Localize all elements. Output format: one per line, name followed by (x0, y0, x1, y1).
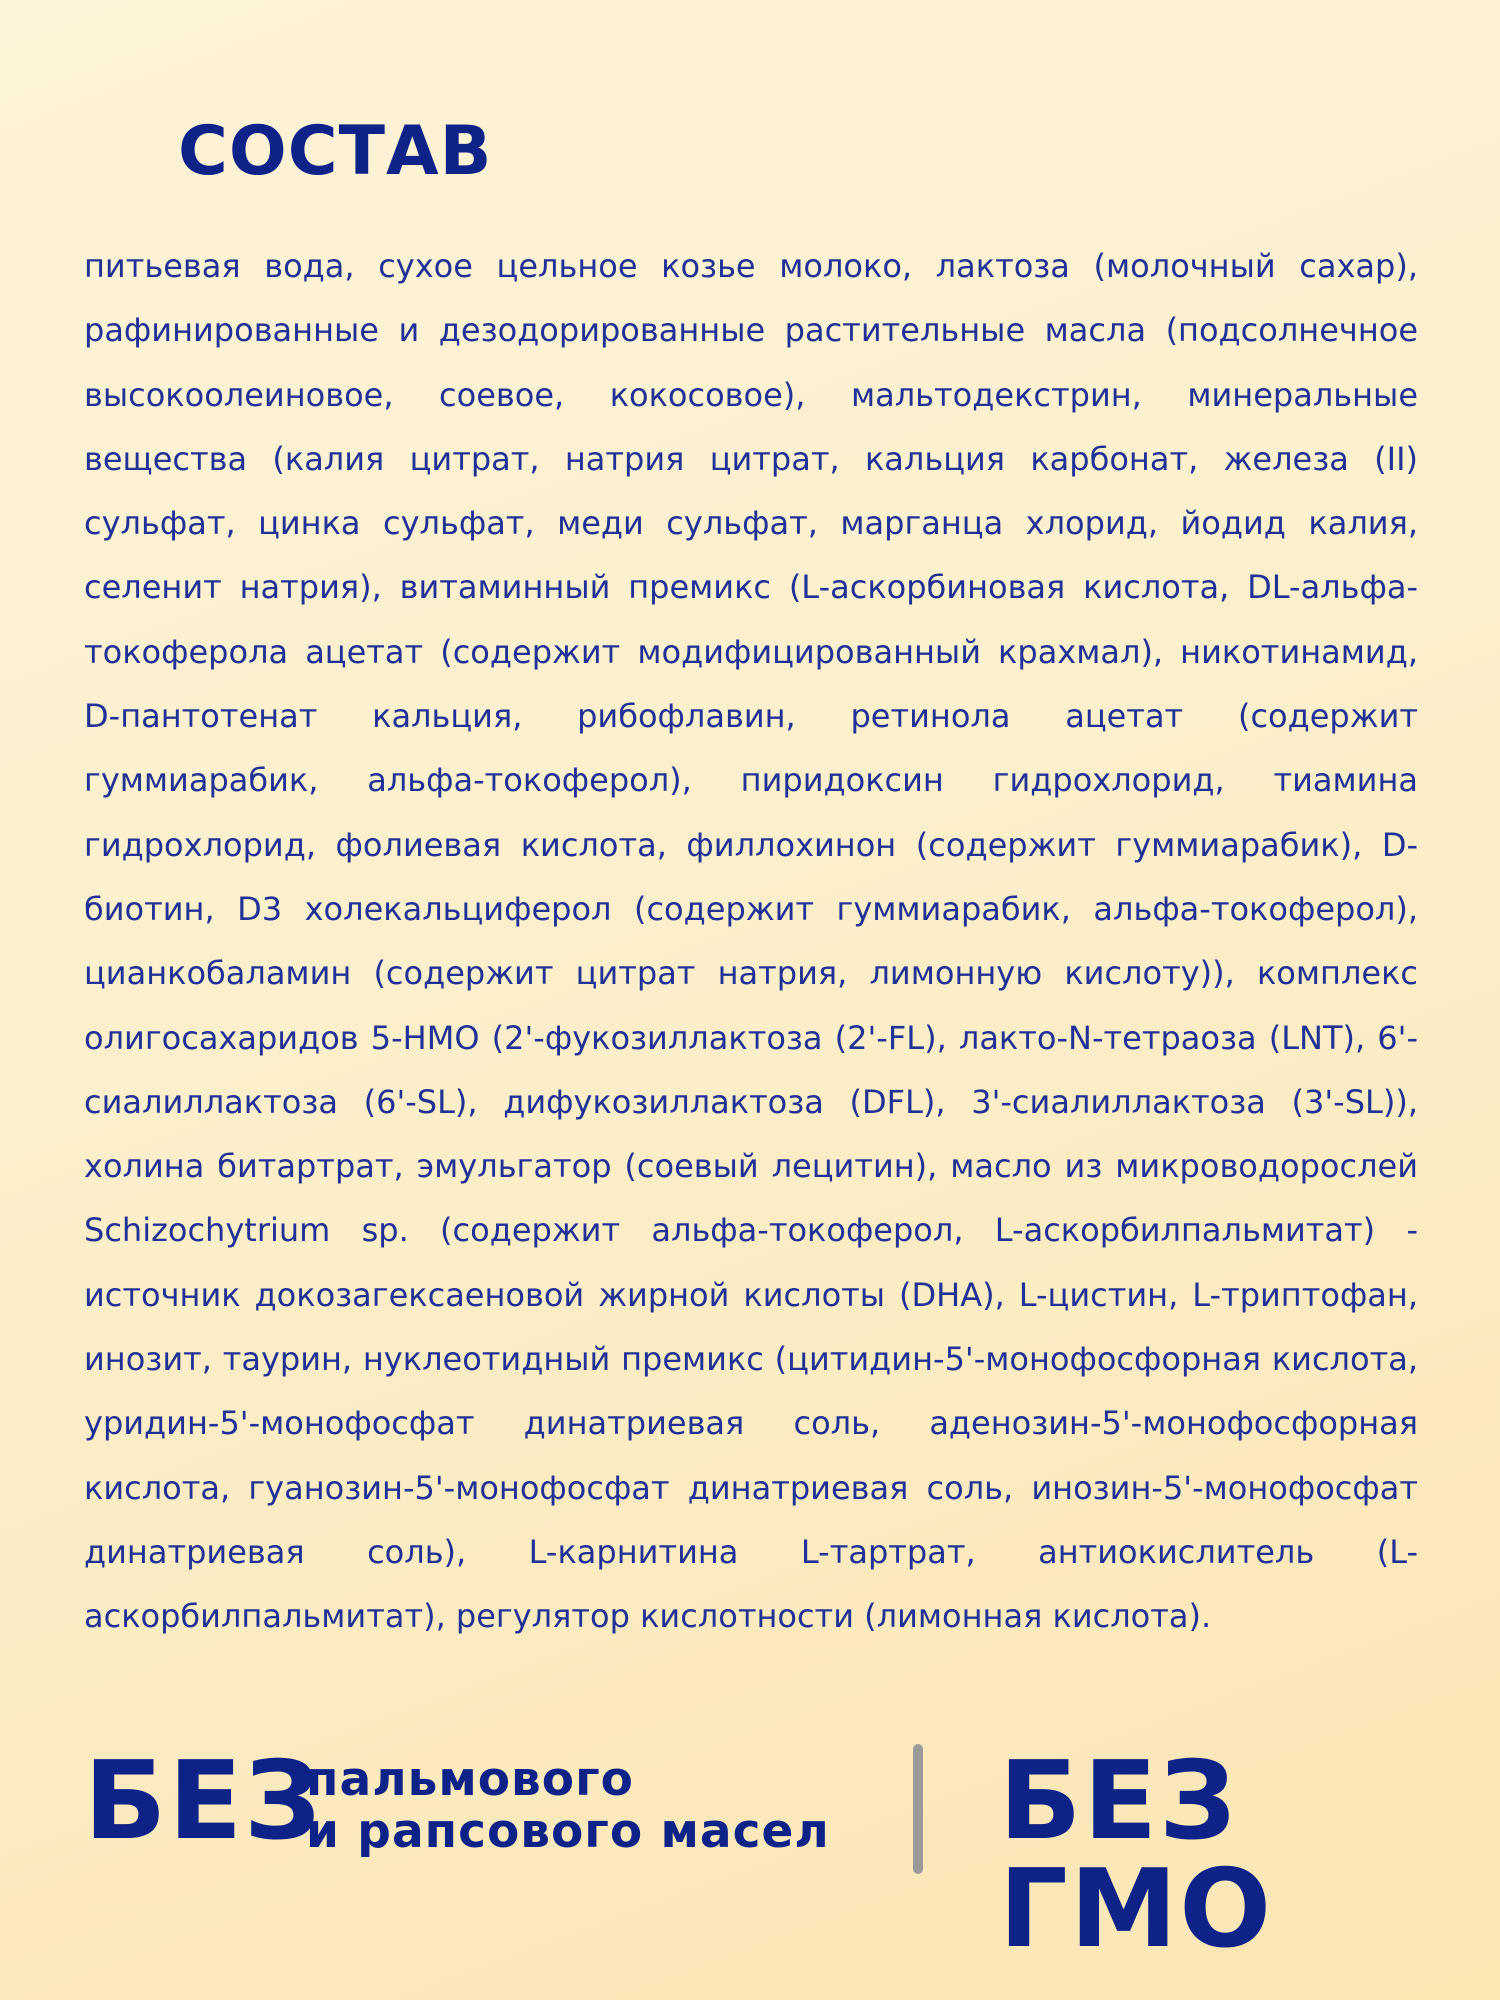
no-oils-claim-text (306, 1754, 830, 1858)
no-oils-claim-line2: и рапсового масел (306, 1804, 830, 1859)
composition-text: питьевая вода, сухое цельное козье молоко, лактоза (молочный сахар), рафинированные и дезодорированные растительные масла (подсолнечное высокоолеиновое, соевое, кокосовое), мальтодекстрин, минеральные вещества (калия цитрат, натрия цитрат, кальция карбонат, железа (II) сульфат, цинка сульфат, меди сульфат, марганца хлорид, йодид калия, селенит натрия), витаминный премикс (L-аскорбиновая кислота, DL-альфа-токоферола ацетат (содержит модифицированный крахмал), никотинамид, D-пантотенат кальция, рибофлавин, ретинола ацетат (содержит гуммиарабик, альфа-токоферол), пиридоксин гидрохлорид, тиамина гидрохлорид, фолиевая кислота, филлохинон (содержит гуммиарабик), D-биотин, D3 холекальциферол (содержит гуммиарабик, альфа-токоферол), цианкобаламин (содержит цитрат натрия, лимонную кислоту)), комплекс олигосахаридов 5-HMO (2'-фукозиллактоза (2'-FL), лакто-N-тетраоза (LNT), 6'-сиалиллактоза (6'-SL), дифукозиллактоза (DFL), 3'-сиалиллактоза (3'-SL)), холина битартрат, эмульгатор (соевый лецитин), масло из микроводорослей Schizochytrium sp. (содержит альфа-токоферол, L-аскорбилпальмитат) - источник докозагексаеновой жирной кислоты (DHA), L-цистин, L-триптофан, инозит, таурин, нуклеотидный премикс (цитидин-5'-монофосфорная кислота, уридин-5'-монофосфат динатриевая соль, аденозин-5'-монофосфорная кислота, гуанозин-5'-монофосфат динатриевая соль, инозин-5'-монофосфат динатриевая соль), L-карнитина L-тартрат, антиокислитель (L-аскорбилпальмитат), регулятор кислотности (лимонная кислота). (84, 247, 1418, 1636)
claims-footer (84, 1739, 1418, 1972)
composition-heading: СОСТАВ (178, 112, 493, 191)
no-oils-claim-label: БЕЗ (84, 1739, 323, 1864)
no-gmo-claim: БЕЗ ГМО (999, 1739, 1274, 1972)
no-oils-claim-line1: пальмового (306, 1752, 634, 1807)
claims-divider (913, 1744, 923, 1874)
